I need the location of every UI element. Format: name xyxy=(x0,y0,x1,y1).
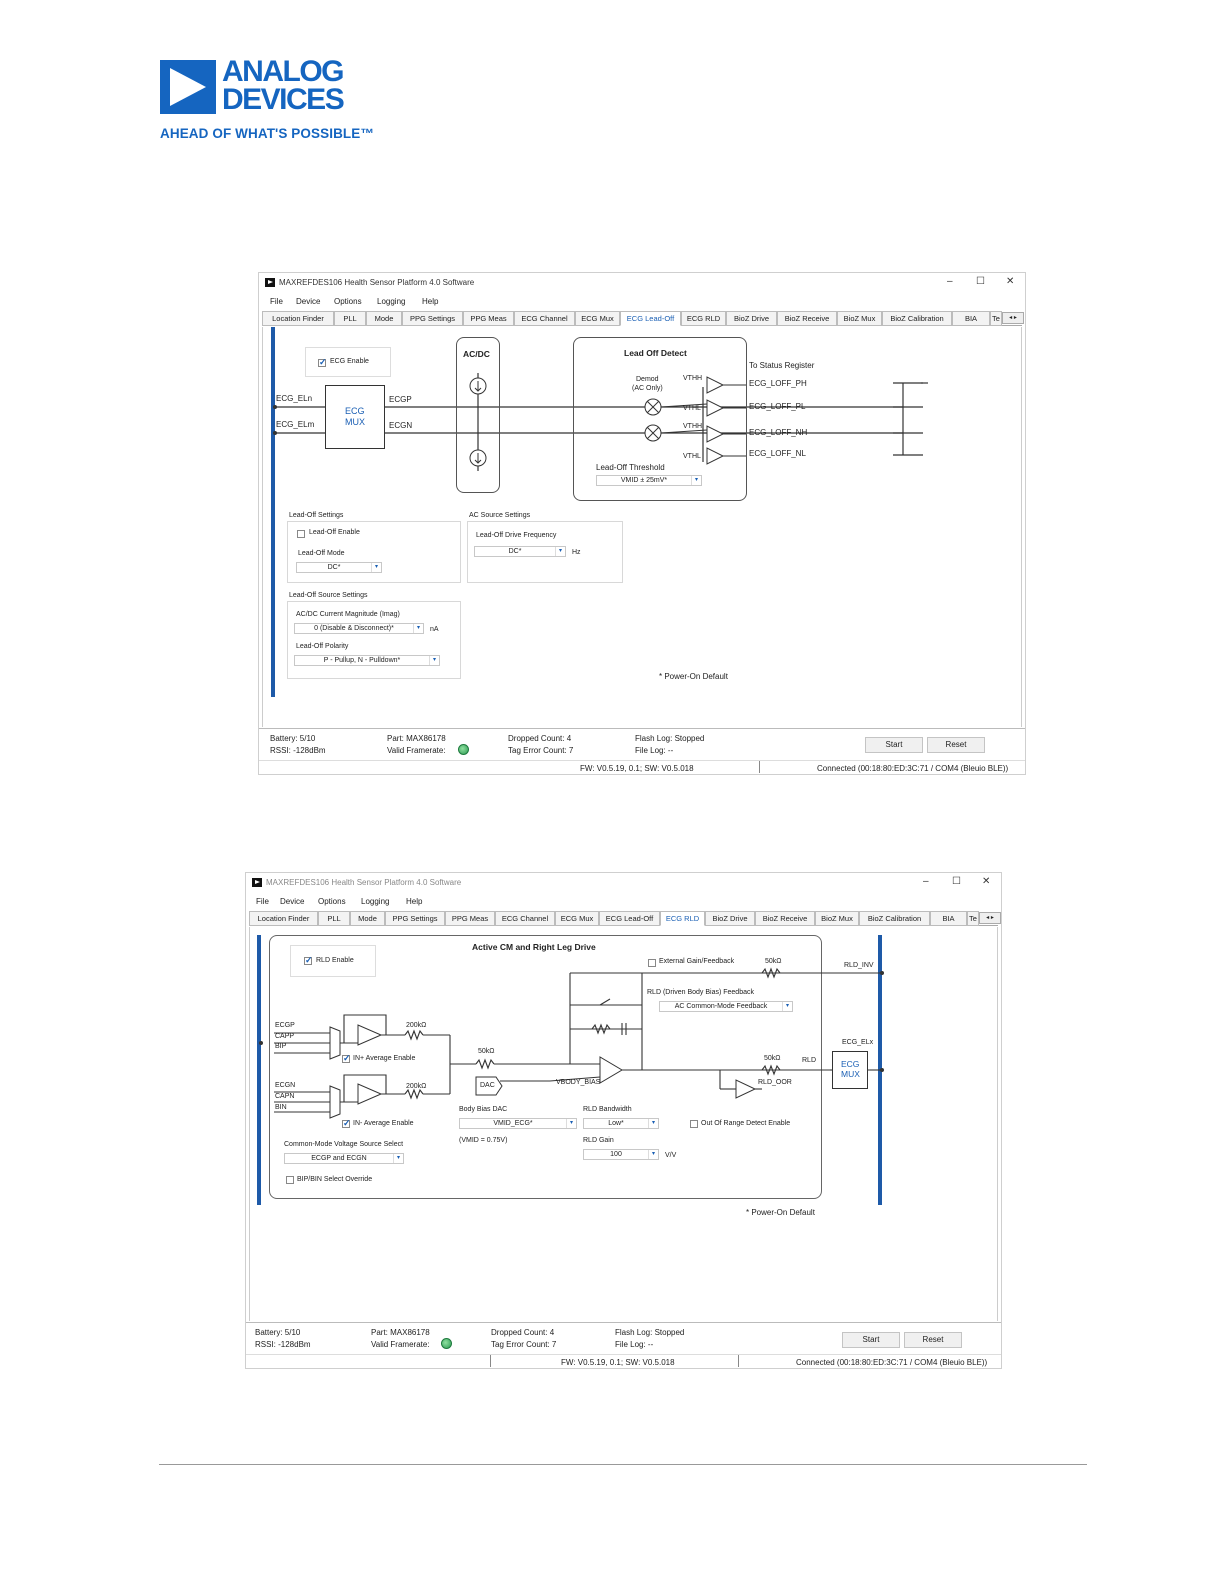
rld-gain-value: 100 xyxy=(610,1151,622,1158)
threshold-label: Lead-Off Threshold xyxy=(596,463,665,472)
footer-separator xyxy=(759,761,760,773)
chevron-down-icon: ▾ xyxy=(648,1119,658,1128)
current-magnitude-select[interactable] xyxy=(294,623,424,634)
ecg-elx-label: ECG_ELx xyxy=(842,1039,874,1046)
cm-source-value: ECGP and ECGN xyxy=(311,1155,367,1162)
chevron-down-icon: ▾ xyxy=(393,1154,403,1163)
window-title: MAXREFDES106 Health Sensor Platform 4.0 Software xyxy=(266,878,462,887)
inn-average-checkbox[interactable] xyxy=(342,1120,350,1128)
footer-divider xyxy=(246,1354,1001,1355)
vbody-bias-label: VBODY_BIAS xyxy=(556,1079,601,1086)
drive-frequency-value: DC* xyxy=(508,548,522,555)
rld-bandwidth-value: Low* xyxy=(608,1120,624,1127)
tab-ecg-mux[interactable]: ECG Mux xyxy=(555,911,599,926)
tab-mode[interactable]: Mode xyxy=(366,311,402,326)
ac-only-label: (AC Only) xyxy=(632,385,663,392)
menu-help[interactable]: Help xyxy=(422,297,439,306)
rssi-status: RSSI: -128dBm xyxy=(270,746,326,755)
minimize-icon[interactable]: – xyxy=(947,276,953,287)
tab-bar xyxy=(249,911,998,926)
menu-options[interactable]: Options xyxy=(334,297,362,306)
chevron-down-icon: ▾ xyxy=(691,476,701,485)
drive-frequency-label: Lead-Off Drive Frequency xyxy=(476,532,557,539)
tab-ecg-lead-off[interactable]: ECG Lead-Off xyxy=(599,911,660,926)
ecg-enable-checkbox[interactable] xyxy=(318,359,326,367)
tab-ppg-meas[interactable]: PPG Meas xyxy=(445,911,495,926)
vthh-label-2: VTHH xyxy=(683,423,703,430)
rld-feedback-label: RLD (Driven Body Bias) Feedback xyxy=(647,989,754,996)
vmid-note: (VMID = 0.75V) xyxy=(459,1137,508,1144)
chevron-down-icon: ▾ xyxy=(413,624,423,633)
tab-bia[interactable]: BIA xyxy=(952,311,990,326)
bin-label: BIN xyxy=(275,1104,287,1111)
battery-status: Battery: 5/10 xyxy=(270,734,316,743)
valid-framerate-label: Valid Framerate: xyxy=(371,1340,430,1349)
lead-off-settings-group xyxy=(287,521,461,583)
title-bar xyxy=(246,873,1001,893)
tab-bioz-drive[interactable]: BioZ Drive xyxy=(705,911,755,926)
na-unit: nA xyxy=(430,626,439,633)
tab-location-finder[interactable]: Location Finder xyxy=(249,911,318,926)
tag-error-count: Tag Error Count: 7 xyxy=(508,746,574,755)
title-bar xyxy=(259,273,1025,293)
vthh-label-1: VTHH xyxy=(683,375,703,382)
inn-average-label: IN- Average Enable xyxy=(353,1120,414,1127)
tab-ecg-channel[interactable]: ECG Channel xyxy=(495,911,555,926)
threshold-select[interactable] xyxy=(596,475,702,486)
tab-ppg-settings[interactable]: PPG Settings xyxy=(385,911,445,926)
logo-tagline: AHEAD OF WHAT'S POSSIBLE™ xyxy=(160,126,374,141)
close-icon[interactable]: ✕ xyxy=(1006,276,1015,287)
chevron-down-icon: ▾ xyxy=(648,1150,658,1159)
external-gain-checkbox[interactable] xyxy=(648,959,656,967)
rssi-status: RSSI: -128dBm xyxy=(255,1340,311,1349)
menu-logging[interactable]: Logging xyxy=(361,897,390,906)
dropped-count: Dropped Count: 4 xyxy=(491,1328,555,1337)
file-log-status: File Log: -- xyxy=(635,746,674,755)
lead-off-polarity-label: Lead-Off Polarity xyxy=(296,643,349,650)
loff-nl-label: ECG_LOFF_NL xyxy=(749,449,806,458)
inp-average-label: IN+ Average Enable xyxy=(353,1055,416,1062)
lead-off-polarity-select[interactable] xyxy=(294,655,440,666)
footer-separator xyxy=(738,1355,739,1367)
tab-bar xyxy=(262,311,1022,326)
ecgp-label: ECGP xyxy=(389,395,412,404)
reset-button[interactable]: Reset xyxy=(904,1332,962,1348)
tab-bioz-calibration[interactable]: BioZ Calibration xyxy=(859,911,930,926)
part-status: Part: MAX86178 xyxy=(371,1328,430,1337)
status-bar xyxy=(246,1322,1001,1370)
rld-feedback-value: AC Common-Mode Feedback xyxy=(674,1003,768,1010)
valid-framerate-label: Valid Framerate: xyxy=(387,746,446,755)
chevron-down-icon: ▾ xyxy=(371,563,381,572)
menu-help[interactable]: Help xyxy=(406,897,423,906)
logo-word-devices: DEVICES xyxy=(222,83,344,116)
ac-source-settings-title: AC Source Settings xyxy=(469,512,531,519)
rld-enable-label: RLD Enable xyxy=(316,957,354,964)
power-on-default-note: * Power-On Default xyxy=(659,672,728,681)
capp-label: CAPP xyxy=(275,1033,295,1040)
chevron-down-icon: ▾ xyxy=(555,547,565,556)
rld-block-title: Active CM and Right Leg Drive xyxy=(472,942,596,952)
tab-bioz-receive[interactable]: BioZ Receive xyxy=(755,911,815,926)
tab-bioz-mux[interactable]: BioZ Mux xyxy=(837,311,882,326)
tab-ecg-channel[interactable]: ECG Channel xyxy=(514,311,575,326)
external-gain-label: External Gain/Feedback xyxy=(659,958,735,965)
capn-label: CAPN xyxy=(275,1093,295,1100)
bip-bin-override-checkbox[interactable] xyxy=(286,1176,294,1184)
menu-bar xyxy=(246,895,1001,909)
dac-label: DAC xyxy=(480,1082,495,1089)
lead-off-detect-block xyxy=(573,337,747,501)
lead-off-mode-value: DC* xyxy=(327,564,341,571)
lead-off-settings-title: Lead-Off Settings xyxy=(289,512,344,519)
dropped-count: Dropped Count: 4 xyxy=(508,734,572,743)
ecg-elm-label: ECG_ELm xyxy=(276,420,315,429)
tab-bia[interactable]: BIA xyxy=(930,911,967,926)
resistor-50k-mid-label: 50kΩ xyxy=(478,1048,495,1055)
ecg-mux-block xyxy=(325,385,385,449)
loff-ph-label: ECG_LOFF_PH xyxy=(749,379,807,388)
ecg-mux-line1: ECG xyxy=(345,406,365,416)
battery-status: Battery: 5/10 xyxy=(255,1328,301,1337)
ecg-mux-line2: MUX xyxy=(841,1069,860,1079)
bip-bin-override-label: BIP/BIN Select Override xyxy=(297,1176,373,1183)
page-footer-rule xyxy=(159,1464,1087,1465)
ac-source-settings-group xyxy=(467,521,623,583)
ecg-enable-group xyxy=(305,347,391,377)
rld-window xyxy=(245,872,1002,1369)
file-log-status: File Log: -- xyxy=(615,1340,654,1349)
maximize-icon[interactable]: ☐ xyxy=(976,276,985,287)
chevron-down-icon: ▾ xyxy=(566,1119,576,1128)
tab-bioz-drive[interactable]: BioZ Drive xyxy=(726,311,777,326)
menu-options[interactable]: Options xyxy=(318,897,346,906)
start-button[interactable]: Start xyxy=(865,737,923,753)
vthl-label-1: VTHL xyxy=(683,405,701,412)
lead-off-enable-checkbox[interactable] xyxy=(297,530,305,538)
tab-pll[interactable]: PLL xyxy=(318,911,350,926)
firmware-version: FW: V0.5.19, 0.1; SW: V0.5.018 xyxy=(580,764,694,773)
loff-pl-label: ECG_LOFF_PL xyxy=(749,402,806,411)
power-on-default-note: * Power-On Default xyxy=(746,1208,815,1217)
menu-logging[interactable]: Logging xyxy=(377,297,406,306)
rld-enable-group xyxy=(290,945,376,977)
ecg-eln-label: ECG_ELn xyxy=(276,394,313,403)
rld-bandwidth-label: RLD Bandwidth xyxy=(583,1106,632,1113)
rld-bandwidth-select[interactable] xyxy=(583,1118,659,1129)
tab-mode[interactable]: Mode xyxy=(350,911,385,926)
reset-button[interactable]: Reset xyxy=(927,737,985,753)
resistor-50k-out-label: 50kΩ xyxy=(764,1055,781,1062)
ecgn-label: ECGN xyxy=(275,1082,296,1089)
framerate-led-icon xyxy=(441,1338,452,1349)
logo-word-analog: ANALOG xyxy=(222,55,343,88)
resistor-50k-top-label: 50kΩ xyxy=(765,958,782,965)
menu-file[interactable]: File xyxy=(256,897,269,906)
status-divider xyxy=(259,728,1025,729)
rld-oor-label: RLD_OOR xyxy=(758,1079,792,1086)
app-icon xyxy=(265,278,275,287)
vthl-label-2: VTHL xyxy=(683,453,701,460)
vv-unit: V/V xyxy=(665,1152,677,1159)
tab-scroll-arrows-icon[interactable]: ◂ ▸ xyxy=(979,912,1001,924)
acdc-label: AC/DC xyxy=(463,349,490,359)
rld-inv-label: RLD_INV xyxy=(844,962,874,969)
lead-off-source-settings-group xyxy=(287,601,461,679)
cm-source-select[interactable] xyxy=(284,1153,404,1164)
status-bar xyxy=(259,728,1025,776)
tag-error-count: Tag Error Count: 7 xyxy=(491,1340,557,1349)
ecgn-label: ECGN xyxy=(389,421,413,430)
rld-content xyxy=(249,927,998,1321)
analog-devices-logo xyxy=(160,55,380,148)
leadoff-content xyxy=(262,327,1022,727)
menu-device[interactable]: Device xyxy=(280,897,305,906)
tab-pll[interactable]: PLL xyxy=(334,311,366,326)
oor-detect-label: Out Of Range Detect Enable xyxy=(701,1120,791,1127)
inp-average-checkbox[interactable] xyxy=(342,1055,350,1063)
current-magnitude-value: 0 (Disable & Disconnect)* xyxy=(314,625,394,632)
demod-label: Demod xyxy=(636,376,659,383)
minimize-icon[interactable]: – xyxy=(923,876,929,887)
bip-label: BIP xyxy=(275,1043,287,1050)
start-button[interactable]: Start xyxy=(842,1332,900,1348)
resistor-200k-p-label: 200kΩ xyxy=(406,1022,427,1029)
tab-ppg-settings[interactable]: PPG Settings xyxy=(402,311,463,326)
cm-source-label: Common-Mode Voltage Source Select xyxy=(284,1141,404,1148)
rld-feedback-select[interactable] xyxy=(659,1001,793,1012)
tab-ppg-meas[interactable]: PPG Meas xyxy=(463,311,514,326)
to-status-register-label: To Status Register xyxy=(749,361,815,370)
ecg-mux-block xyxy=(832,1051,868,1089)
tab-scroll-arrows-icon[interactable]: ◂ ▸ xyxy=(1002,312,1024,324)
flash-log-status: Flash Log: Stopped xyxy=(615,1328,685,1337)
resistor-200k-n-label: 200kΩ xyxy=(406,1083,427,1090)
tab-bioz-mux[interactable]: BioZ Mux xyxy=(815,911,859,926)
framerate-led-icon xyxy=(458,744,469,755)
chevron-down-icon: ▾ xyxy=(429,656,439,665)
rld-enable-checkbox[interactable] xyxy=(304,957,312,965)
lead-off-mode-select[interactable] xyxy=(296,562,382,573)
tab-te[interactable]: Te xyxy=(967,911,979,926)
tab-ecg-mux[interactable]: ECG Mux xyxy=(575,311,620,326)
tab-bioz-calibration[interactable]: BioZ Calibration xyxy=(882,311,952,326)
ecg-mux-line2: MUX xyxy=(345,417,365,427)
window-title: MAXREFDES106 Health Sensor Platform 4.0 Software xyxy=(279,278,475,287)
rld-output-label: RLD xyxy=(802,1057,817,1064)
ecgp-label: ECGP xyxy=(275,1022,295,1029)
logo-triangle-icon xyxy=(160,60,216,114)
drive-frequency-select[interactable] xyxy=(474,546,566,557)
acdc-block xyxy=(456,337,500,493)
part-status: Part: MAX86178 xyxy=(387,734,446,743)
lead-off-mode-label: Lead-Off Mode xyxy=(298,550,345,557)
tab-te[interactable]: Te xyxy=(990,311,1002,326)
loff-nh-label: ECG_LOFF_NH xyxy=(749,428,808,437)
body-bias-dac-select[interactable] xyxy=(459,1118,577,1129)
ecg-enable-label: ECG Enable xyxy=(330,358,369,365)
menu-bar xyxy=(259,295,1025,309)
menu-device[interactable]: Device xyxy=(296,297,321,306)
maximize-icon[interactable]: ☐ xyxy=(952,876,961,887)
firmware-version: FW: V0.5.19, 0.1; SW: V0.5.018 xyxy=(561,1358,675,1367)
body-bias-dac-label: Body Bias DAC xyxy=(459,1106,508,1113)
tab-ecg-rld[interactable]: ECG RLD xyxy=(681,311,726,326)
current-magnitude-label: AC/DC Current Magnitude (Imag) xyxy=(296,611,400,618)
flash-log-status: Flash Log: Stopped xyxy=(635,734,705,743)
hz-unit: Hz xyxy=(572,549,581,556)
status-divider xyxy=(246,1322,1001,1323)
threshold-value: VMID ± 25mV* xyxy=(620,477,668,484)
connection-status: Connected (00:18:80:ED:3C:71 / COM4 (Bleuio BLE)) xyxy=(796,1358,988,1367)
close-icon[interactable]: ✕ xyxy=(982,876,991,887)
rld-gain-label: RLD Gain xyxy=(583,1137,614,1144)
tab-ecg-lead-off[interactable]: ECG Lead-Off xyxy=(620,311,681,326)
lead-off-source-settings-title: Lead-Off Source Settings xyxy=(289,592,368,599)
body-bias-dac-value: VMID_ECG* xyxy=(493,1120,533,1127)
footer-separator-left xyxy=(490,1355,491,1367)
tab-location-finder[interactable]: Location Finder xyxy=(262,311,334,326)
tab-bioz-receive[interactable]: BioZ Receive xyxy=(777,311,837,326)
oor-detect-checkbox[interactable] xyxy=(690,1120,698,1128)
menu-file[interactable]: File xyxy=(270,297,283,306)
leadoff-window xyxy=(258,272,1026,775)
lead-off-polarity-value: P - Pullup, N - Pulldown* xyxy=(323,657,401,664)
lead-off-detect-title: Lead Off Detect xyxy=(624,348,687,358)
lead-off-enable-label: Lead-Off Enable xyxy=(309,529,360,536)
rld-gain-select[interactable] xyxy=(583,1149,659,1160)
tab-ecg-rld[interactable]: ECG RLD xyxy=(660,911,705,926)
chevron-down-icon: ▾ xyxy=(782,1002,792,1011)
footer-divider xyxy=(259,760,1025,761)
connection-status: Connected (00:18:80:ED:3C:71 / COM4 (Bleuio BLE)) xyxy=(817,764,1009,773)
ecg-mux-line1: ECG xyxy=(841,1059,860,1069)
app-icon xyxy=(252,878,262,887)
